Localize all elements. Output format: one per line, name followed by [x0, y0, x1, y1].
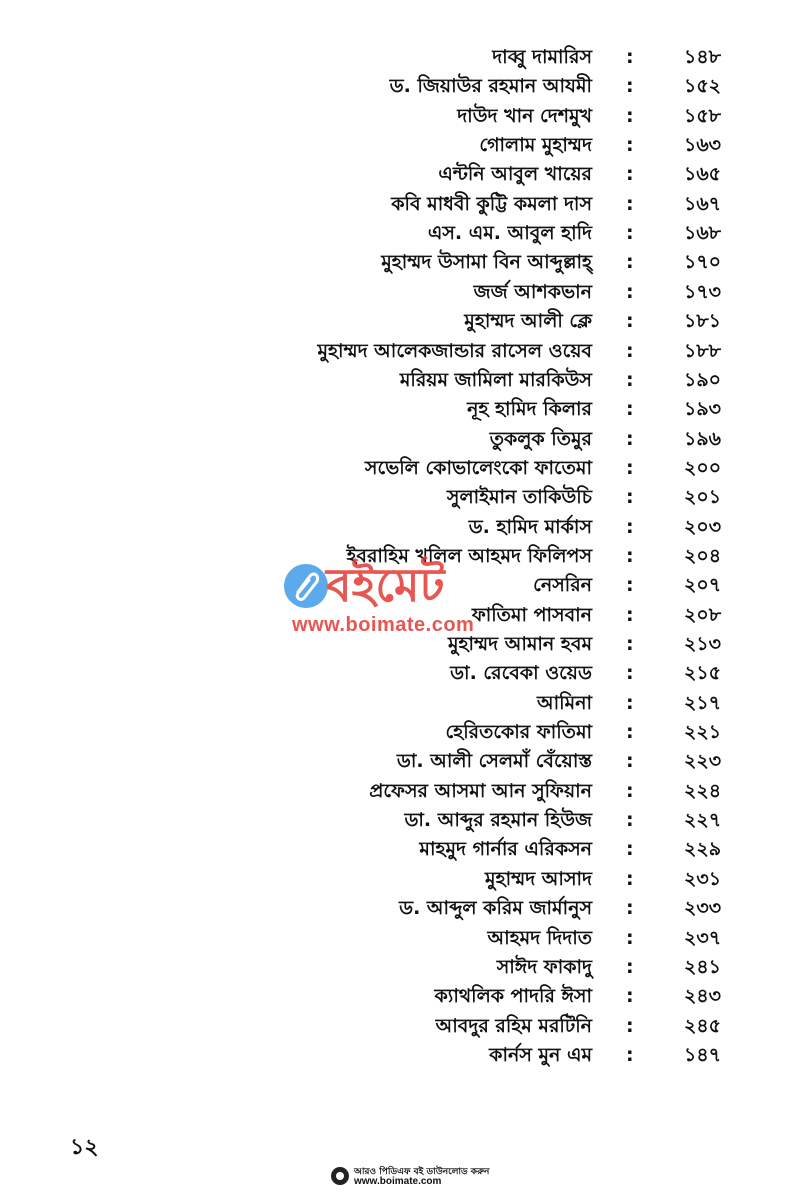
toc-entry-page: ২২৯ — [684, 838, 722, 861]
toc-entry — [0, 394, 800, 424]
toc-entry-name: মুহাম্মদ আলেকজান্ডার রাসেল ওয়েব — [317, 339, 592, 362]
toc-separator: : — [626, 603, 634, 626]
toc-entry-page: ১৯০ — [684, 368, 722, 391]
toc-entry-name: সুলাইমান তাকিউচি — [446, 486, 592, 509]
toc-separator: : — [626, 779, 634, 802]
toc-entry-name: দাব্বু দামারিস — [492, 46, 592, 68]
toc-entry-page: ২২১ — [684, 721, 722, 744]
toc-entry-page: ১৪৭ — [684, 1043, 722, 1066]
toc-entry-page: ২১৫ — [684, 662, 722, 685]
toc-separator: : — [626, 750, 634, 773]
toc-entry — [0, 424, 800, 454]
toc-entry — [0, 306, 800, 336]
toc-separator: : — [626, 134, 634, 157]
toc-separator: : — [626, 339, 634, 362]
toc-entry — [0, 277, 800, 307]
toc-entry — [0, 658, 800, 688]
toc-separator: : — [626, 456, 634, 479]
boimate-watermark — [282, 556, 522, 652]
toc-entry — [0, 189, 800, 219]
toc-separator: : — [626, 985, 634, 1008]
toc-entry — [0, 130, 800, 160]
toc-entry-name: নেসরিন — [533, 574, 592, 597]
toc-separator: : — [626, 368, 634, 391]
toc-entry — [0, 1011, 800, 1041]
toc-entry-name: তুকলুক তিমুর — [489, 427, 592, 450]
toc-entry-name: হেরিতকোর ফাতিমা — [445, 721, 592, 744]
watermark-url: www.boimate.com — [292, 614, 475, 636]
toc-separator: : — [626, 222, 634, 245]
toc-entry-name: মুহাম্মদ আসাদ — [485, 867, 592, 890]
toc-entry — [0, 834, 800, 864]
toc-entry — [0, 746, 800, 776]
toc-entry — [0, 923, 800, 953]
toc-entry-page: ২৪৫ — [684, 1014, 722, 1037]
toc-entry-name: ডা. আলী সেলমাঁ বেঁয়োস্ত — [396, 750, 592, 773]
toc-entry-page: ১৭৩ — [684, 280, 722, 303]
toc-entry-page: ২৩৩ — [684, 897, 722, 920]
toc-separator: : — [626, 163, 634, 186]
toc-separator: : — [626, 897, 634, 920]
toc-entry-page: ২১৩ — [684, 633, 722, 655]
toc-entry-name: নূহ হামিদ কিলার — [467, 398, 592, 421]
toc-separator: : — [626, 544, 634, 567]
toc-entry-name: এস. এম. আবুল হাদি — [427, 222, 592, 245]
toc-entry — [0, 688, 800, 718]
toc-entry — [0, 717, 800, 747]
toc-entry-page: ১৪৮ — [684, 46, 721, 68]
toc-entry — [0, 482, 800, 512]
logo-circle-icon — [330, 1166, 350, 1186]
toc-entry — [0, 336, 800, 366]
toc-entry-page: ২০৪ — [684, 544, 722, 567]
toc-entry-name: ডা. রেবেকা ওয়েড — [450, 662, 592, 685]
toc-entry-name: ড. হামিদ মার্কাস — [468, 515, 592, 538]
toc-entry — [0, 1040, 800, 1070]
toc-entry-page: ১৬৭ — [684, 192, 722, 215]
toc-entry-page: ২৩৭ — [684, 926, 722, 949]
toc-entry-name: কার্নস মুন এম — [489, 1043, 592, 1066]
toc-separator: : — [626, 280, 634, 303]
toc-separator: : — [626, 838, 634, 861]
toc-separator: : — [626, 809, 634, 832]
toc-entry-name: আহমদ দিদাত — [487, 926, 592, 949]
toc-separator: : — [626, 955, 634, 978]
toc-separator: : — [626, 926, 634, 949]
toc-entry-page: ২২৩ — [684, 750, 722, 773]
paperclip-icon — [282, 562, 330, 610]
toc-entry-page: ১৫২ — [684, 75, 722, 98]
toc-entry-name: জর্জ আশকভান — [473, 280, 592, 303]
toc-entry-page: ২৪১ — [684, 955, 722, 978]
toc-entry-name: প্রফেসর আসমা আন সুফিয়ান — [369, 779, 592, 802]
toc-entry-page: ১৭০ — [684, 251, 722, 274]
toc-entry-name: এন্টনি আবুল খায়ের — [438, 163, 592, 186]
toc-separator: : — [626, 251, 634, 274]
footer-credit — [330, 1162, 490, 1192]
toc-entry — [0, 864, 800, 894]
toc-separator: : — [626, 1043, 634, 1066]
toc-entry-name: দাউদ খান দেশমুখ — [457, 104, 592, 127]
toc-separator: : — [626, 691, 634, 714]
toc-entry — [0, 218, 800, 248]
toc-entry-page: ২০০ — [684, 456, 722, 479]
toc-separator: : — [626, 633, 634, 655]
toc-entry-name: ডা. আব্দুর রহমান হিউজ — [404, 809, 592, 832]
toc-entry-name: ক্যাথলিক পাদরি ঈসা — [434, 985, 592, 1008]
toc-entry — [0, 512, 800, 542]
toc-entry — [0, 159, 800, 189]
toc-separator: : — [626, 515, 634, 538]
toc-entry-name: সভেলি কোভালেংকো ফাতেমা — [364, 456, 592, 479]
toc-separator: : — [626, 310, 634, 333]
page-number: ১২ — [70, 1135, 99, 1160]
toc-entry-page: ১৮৮ — [684, 339, 721, 362]
toc-entry-name: আবদুর রহিম মরটিনি — [435, 1014, 592, 1037]
toc-entry — [0, 453, 800, 483]
toc-entry — [0, 952, 800, 982]
toc-entry-page: ১৬৮ — [684, 222, 722, 245]
toc-entry-page: ২২৪ — [684, 779, 722, 802]
toc-separator: : — [626, 192, 634, 215]
toc-entry-name: ড. আব্দুল করিম জার্মানুস — [399, 897, 592, 920]
toc-entry-name: ইবরাহিম খলিল আহমদ ফিলিপস — [346, 544, 592, 567]
toc-entry — [0, 365, 800, 395]
toc-entry-name: মাহমুদ গার্নার এরিকসন — [419, 838, 592, 861]
toc-separator: : — [626, 398, 634, 421]
toc-separator: : — [626, 574, 634, 597]
toc-separator: : — [626, 721, 634, 744]
toc-entry-page: ২৩১ — [684, 867, 722, 890]
toc-entry-page: ২৪৩ — [684, 985, 722, 1008]
toc-entry-name: মরিয়ম জামিলা মারকিউস — [399, 368, 592, 391]
toc-separator: : — [626, 46, 634, 68]
toc-separator: : — [626, 427, 634, 450]
toc-separator: : — [626, 486, 634, 509]
toc-entry-page: ২২৭ — [684, 809, 722, 832]
toc-entry-name: সাঈদ ফাকাদু — [496, 955, 592, 978]
toc-entry-page: ২১৭ — [684, 691, 722, 714]
toc-entry-page: ১৫৮ — [684, 104, 721, 127]
toc-separator: : — [626, 662, 634, 685]
toc-entry-name: ড. জিয়াউর রহমান আযমী — [389, 75, 592, 98]
toc-entry-page: ২০১ — [684, 486, 722, 509]
toc-separator: : — [626, 867, 634, 890]
toc-entry-name: ফাতিমা পাসবান — [471, 603, 592, 626]
toc-entry-page: ১৬৩ — [684, 134, 722, 157]
toc-entry — [0, 71, 800, 101]
toc-entry-name: আমিনা — [537, 691, 592, 714]
toc-separator: : — [626, 1014, 634, 1037]
toc-entry-name: কবি মাধবী কুট্টি কমলা দাস — [391, 192, 592, 215]
toc-entry — [0, 42, 800, 72]
toc-entry-page: ২০৭ — [684, 574, 722, 597]
toc-entry-page: ১৮১ — [684, 310, 721, 333]
toc-entry-name: মুহাম্মদ আমান হবম — [447, 633, 592, 655]
toc-entry — [0, 981, 800, 1011]
toc-separator: : — [626, 75, 634, 98]
toc-entry-page: ২০৩ — [684, 515, 722, 538]
toc-entry — [0, 247, 800, 277]
toc-entry-name: মুহাম্মদ আলী ক্লে — [464, 310, 592, 333]
toc-entry-name: গোলাম মুহাম্মদ — [479, 134, 592, 157]
toc-entry-page: ১৬৫ — [684, 163, 722, 186]
toc-separator: : — [626, 104, 634, 127]
toc-entry — [0, 101, 800, 131]
toc-entry — [0, 776, 800, 806]
toc-entry — [0, 893, 800, 923]
footer-tagline: আরও পিডিএফ বই ডাউনলোড করুন — [354, 1167, 490, 1177]
toc-entry-page: ২০৮ — [684, 603, 722, 626]
watermark-brand: বইমেট — [326, 558, 445, 612]
toc-entry-page: ১৯৬ — [684, 427, 722, 450]
toc-entry-name: মুহাম্মদ উসামা বিন আব্দুল্লাহ্ — [381, 251, 592, 274]
footer-url[interactable]: www.boimate.com — [354, 1176, 442, 1187]
toc-entry-page: ১৯৩ — [684, 398, 722, 421]
toc-entry — [0, 805, 800, 835]
